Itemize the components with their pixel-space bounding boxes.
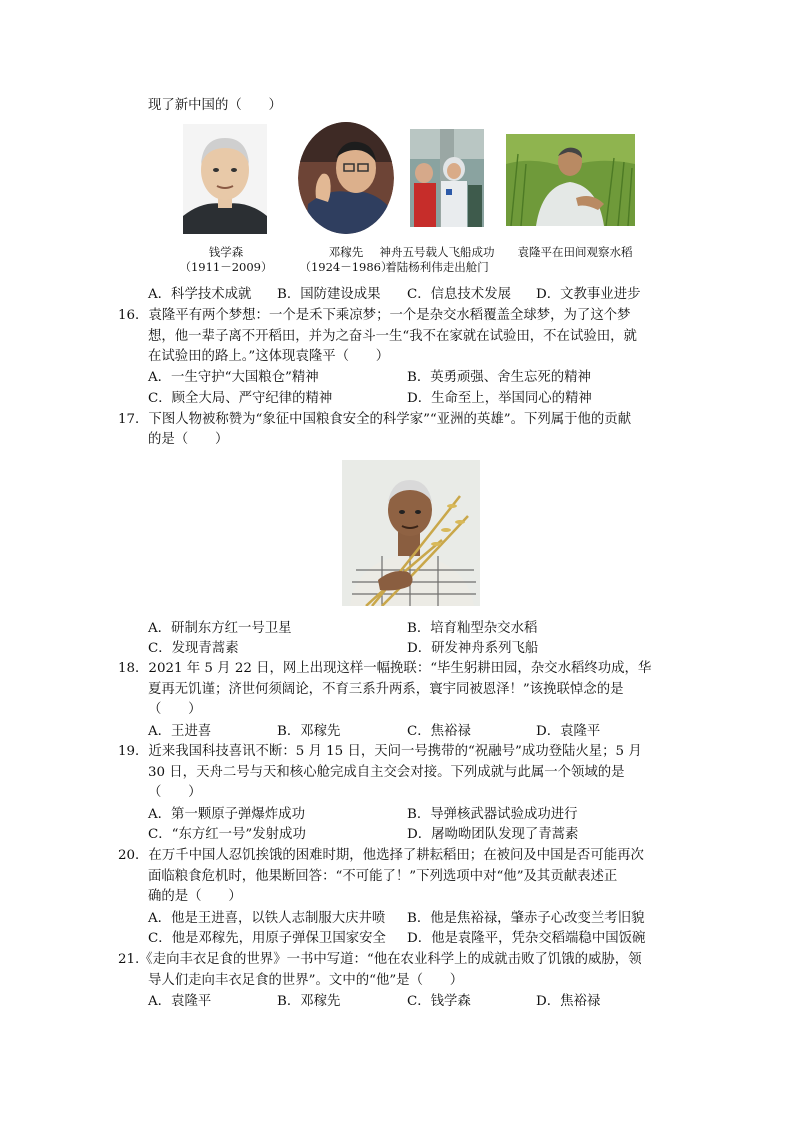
q18-option-a[interactable]: A．王进喜 xyxy=(148,724,212,739)
q16-option-c[interactable]: C．顾全大局、严守纪律的精神 xyxy=(148,391,333,406)
q20-stem-line: 面临粮食危机时，他果断回答：“不可能了！”下列选项中对“他”及其贡献表述正 xyxy=(148,869,618,884)
q18-stem-line: （ ） xyxy=(148,702,202,717)
q18-stem-line: 18．2021 年 5 月 22 日，网上出现这样一幅挽联：“毕生躬耕田园，杂交水稻终功成，华 xyxy=(118,661,652,676)
photo-yuan-longping-field xyxy=(506,134,635,226)
q16-stem-line: 在试验田的路上。”这体现袁隆平（ ） xyxy=(148,349,390,364)
q16-stem-line: 想，他一辈子离不开稻田，并为之奋斗一生“我不在家就在试验田，不在试验田，就 xyxy=(148,329,637,344)
q17-option-d[interactable]: D．研发神舟系列飞船 xyxy=(407,641,539,656)
q17-option-a[interactable]: A．研制东方红一号卫星 xyxy=(148,621,292,636)
figure-caption xyxy=(168,245,284,275)
figure-name: 钱学森 xyxy=(208,245,244,259)
photo-shenzhou5-astronaut xyxy=(410,129,484,227)
q19-option-d[interactable]: D．屠呦呦团队发现了青蒿素 xyxy=(407,827,579,842)
q20-option-b[interactable]: B．他是焦裕禄，肇赤子心改变兰考旧貌 xyxy=(407,911,645,926)
q20-stem-line: 确的是（ ） xyxy=(148,889,242,904)
q15-option-c[interactable]: C．信息技术发展 xyxy=(407,287,511,302)
q21-option-b[interactable]: B．邓稼先 xyxy=(277,994,341,1009)
portrait-deng-jiaxian xyxy=(298,122,394,234)
figure-name: 袁隆平在田间观察水稻 xyxy=(517,245,633,259)
q18-option-d[interactable]: D．袁隆平 xyxy=(536,724,601,739)
q17-option-b[interactable]: B．培育籼型杂交水稻 xyxy=(407,621,538,636)
figure-name: 邓稼先 xyxy=(328,245,364,259)
q21-stem-line: 导人们走向丰衣足食的世界”。文中的“他”是（ ） xyxy=(148,973,464,988)
q16-option-d[interactable]: D．生命至上，举国同心的精神 xyxy=(407,391,592,406)
q19-stem-line: 19．近来我国科技喜讯不断：5 月 15 日，天问一号携带的“祝融号”成功登陆火星；5 月 xyxy=(118,744,642,759)
q15-option-b[interactable]: B．国防建设成果 xyxy=(277,287,381,302)
q21-option-d[interactable]: D．焦裕禄 xyxy=(536,994,601,1009)
figure-caption xyxy=(508,245,642,260)
q20-option-c[interactable]: C．他是邓稼先，用原子弹保卫国家安全 xyxy=(148,931,386,946)
q16-option-a[interactable]: A．一生守护“大国粮仓”精神 xyxy=(148,370,319,385)
q20-stem-line: 20．在万千中国人忍饥挨饿的困难时期，他选择了耕耘稻田；在被问及中国是否可能再次 xyxy=(118,848,644,863)
q18-option-b[interactable]: B．邓稼先 xyxy=(277,724,341,739)
figure-years: 着陆杨利伟走出舱门 xyxy=(385,260,489,274)
q20-option-d[interactable]: D．他是袁隆平，凭杂交稻端稳中国饭碗 xyxy=(407,931,646,946)
figure-years: （1924－1986） xyxy=(299,260,393,274)
q17-option-c[interactable]: C．发现青蒿素 xyxy=(148,641,239,656)
q19-option-b[interactable]: B．导弹核武器试验成功进行 xyxy=(407,807,578,822)
q19-stem-line: 30 日，天舟二号与天和核心舱完成自主交会对接。下列成就与此属一个领域的是 xyxy=(148,765,625,780)
q21-option-c[interactable]: C．钱学森 xyxy=(407,994,471,1009)
q21-option-a[interactable]: A．袁隆平 xyxy=(148,994,212,1009)
photo-yuan-longping-rice xyxy=(342,460,480,606)
q19-stem-line: （ ） xyxy=(148,785,202,800)
figure-years: （1911－2009） xyxy=(179,260,273,274)
q18-stem-line: 夏再无饥谨；济世何须阔论，不育三系升两系，寰宇同被恩泽！”该挽联悼念的是 xyxy=(148,682,624,697)
figure-name: 神舟五号载人飞船成功 xyxy=(379,245,495,259)
portrait-qian-xuesen xyxy=(183,124,267,234)
q19-option-c[interactable]: C．“东方红一号”发射成功 xyxy=(148,827,306,842)
q16-stem-line: 16．袁隆平有两个梦想：一个是禾下乘凉梦；一个是杂交水稻覆盖全球梦，为了这个梦 xyxy=(118,308,631,323)
q15-option-a[interactable]: A．科学技术成就 xyxy=(148,287,252,302)
q17-stem-line: 17．下图人物被称赞为“象征中国粮食安全的科学家”“亚洲的英雄”。下列属于他的贡献 xyxy=(118,412,632,427)
q19-option-a[interactable]: A．第一颗原子弹爆炸成功 xyxy=(148,807,305,822)
q16-option-b[interactable]: B．英勇顽强、舍生忘死的精神 xyxy=(407,370,591,385)
figure-caption xyxy=(372,245,502,275)
q15-stem-tail: 现了新中国的（ ） xyxy=(148,98,282,113)
q17-stem-line: 的是（ ） xyxy=(148,432,229,447)
q18-option-c[interactable]: C．焦裕禄 xyxy=(407,724,471,739)
q21-stem-line: 21.《走向丰衣足食的世界》一书中写道：“他在农业科学上的成就击败了饥饿的威胁，领 xyxy=(118,952,642,967)
q15-option-d[interactable]: D．文教事业进步 xyxy=(536,287,641,302)
q20-option-a[interactable]: A．他是王进喜，以铁人志制服大庆井喷 xyxy=(148,911,386,926)
